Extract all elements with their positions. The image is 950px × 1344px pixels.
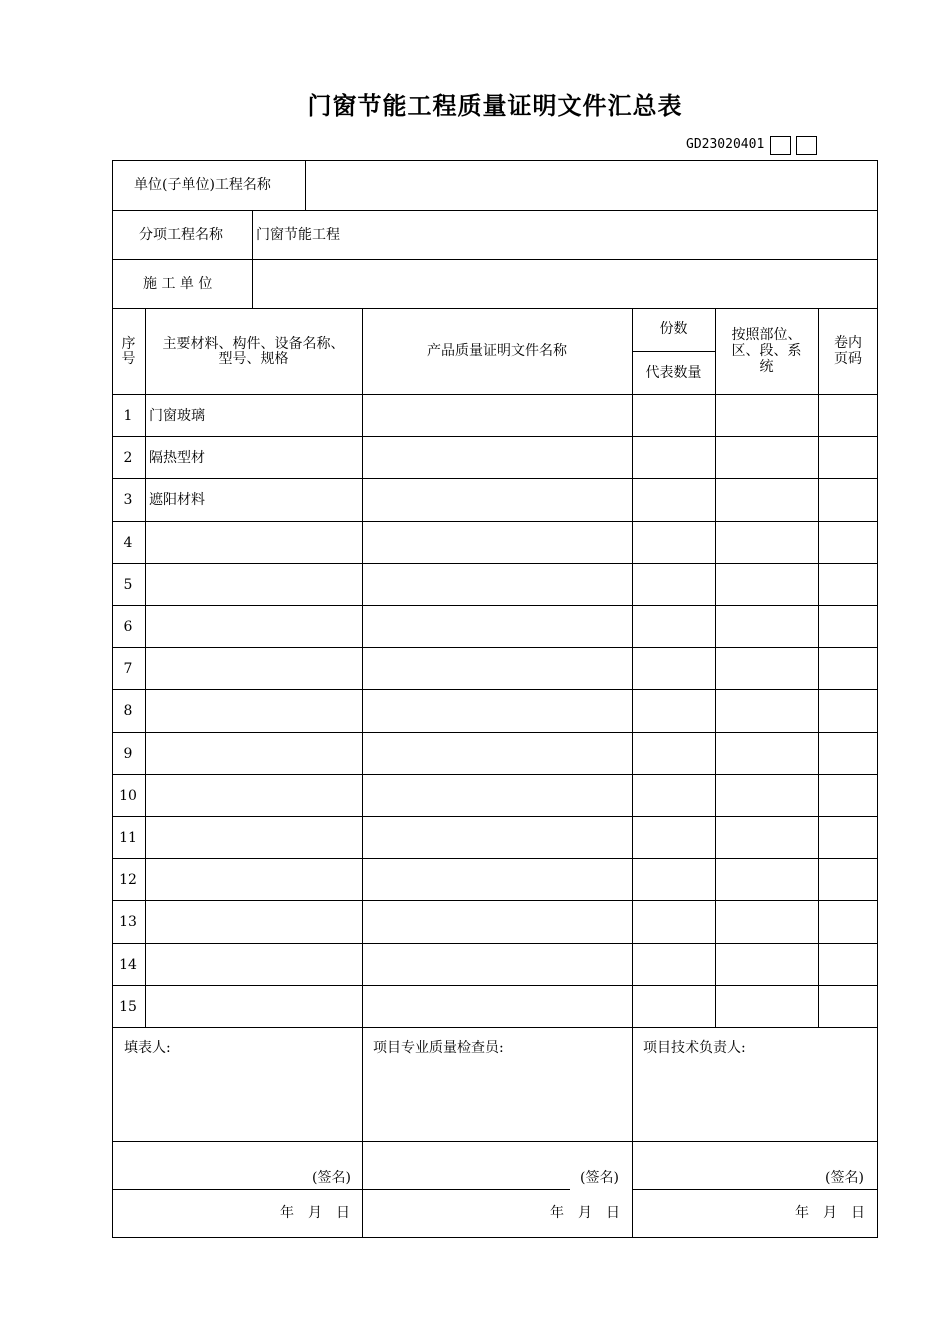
row-divider — [112, 478, 878, 479]
form-code-box-2[interactable] — [796, 136, 817, 155]
col-divider — [632, 308, 633, 1237]
row-divider — [112, 858, 878, 859]
row-divider — [632, 351, 715, 352]
row-divider — [112, 563, 878, 564]
col-divider — [305, 160, 306, 210]
signature-label: (签名) — [825, 1170, 864, 1186]
row-divider — [112, 394, 878, 395]
signature-line — [362, 1189, 570, 1190]
form-code: GD23020401 — [686, 137, 765, 152]
signature-line — [112, 1189, 362, 1190]
row-divider — [112, 689, 878, 690]
col-divider — [715, 308, 716, 1027]
material-header: 型号、规格 — [218, 351, 289, 367]
row-divider — [112, 521, 878, 522]
row-number: 11 — [119, 830, 137, 846]
location-header: 区、段、系 — [731, 343, 802, 359]
summary-table — [112, 160, 878, 1238]
form-code-box-1[interactable] — [770, 136, 791, 155]
filler-label: 填表人: — [124, 1040, 171, 1056]
quantity-header: 代表数量 — [645, 365, 702, 381]
material-cell[interactable]: 门窗玻璃 — [149, 408, 205, 424]
row-number: 5 — [123, 577, 133, 593]
row-divider — [112, 605, 878, 606]
row-number: 9 — [123, 746, 133, 762]
material-cell[interactable]: 遮阳材料 — [149, 492, 205, 508]
date-label: 年 月 日 — [550, 1205, 620, 1221]
row-divider — [112, 732, 878, 733]
row-number: 13 — [119, 914, 137, 930]
col-divider — [145, 308, 146, 1027]
location-header: 按照部位、 — [731, 327, 802, 343]
tech-lead-label: 项目技术负责人: — [643, 1040, 746, 1056]
inspector-label: 项目专业质量检查员: — [373, 1040, 504, 1056]
col-divider — [362, 308, 363, 1237]
copies-header: 份数 — [659, 321, 688, 337]
construction-unit-label: 施 工 单 位 — [143, 276, 213, 292]
signature-label: (签名) — [312, 1170, 351, 1186]
row-divider — [112, 1027, 878, 1028]
row-divider — [112, 210, 878, 211]
row-divider — [112, 436, 878, 437]
signature-line — [632, 1189, 878, 1190]
col-divider — [252, 210, 253, 308]
page-header: 页码 — [834, 351, 862, 367]
row-number: 3 — [123, 492, 133, 508]
page-title: 门窗节能工程质量证明文件汇总表 — [307, 92, 683, 120]
row-number: 7 — [123, 661, 133, 677]
row-number: 15 — [119, 999, 137, 1015]
sub-project-value[interactable]: 门窗节能工程 — [256, 227, 340, 243]
row-number: 6 — [123, 619, 133, 635]
row-number: 8 — [123, 703, 133, 719]
row-number: 14 — [119, 957, 137, 973]
col-divider — [818, 308, 819, 1027]
material-cell[interactable]: 隔热型材 — [149, 450, 205, 466]
row-divider — [112, 647, 878, 648]
row-divider — [112, 985, 878, 986]
date-label: 年 月 日 — [795, 1205, 865, 1221]
seq-header: 号 — [121, 351, 136, 367]
material-header: 主要材料、构件、设备名称、 — [162, 336, 345, 352]
location-header: 统 — [759, 359, 774, 375]
row-number: 2 — [123, 450, 133, 466]
unit-project-label: 单位(子单位)工程名称 — [134, 177, 271, 193]
footer-divider — [112, 1141, 878, 1142]
row-divider — [112, 259, 878, 260]
row-divider — [112, 308, 878, 309]
row-number: 4 — [123, 535, 133, 551]
row-divider — [112, 900, 878, 901]
sub-project-label: 分项工程名称 — [139, 227, 223, 243]
row-number: 1 — [123, 408, 133, 424]
seq-header: 序 — [121, 336, 136, 352]
row-number: 10 — [119, 788, 137, 804]
certificate-header: 产品质量证明文件名称 — [427, 343, 567, 359]
row-divider — [112, 816, 878, 817]
row-divider — [112, 943, 878, 944]
row-divider — [112, 774, 878, 775]
page-header: 卷内 — [834, 335, 862, 351]
row-number: 12 — [119, 872, 137, 888]
date-label: 年 月 日 — [280, 1205, 350, 1221]
signature-label: (签名) — [580, 1170, 619, 1186]
